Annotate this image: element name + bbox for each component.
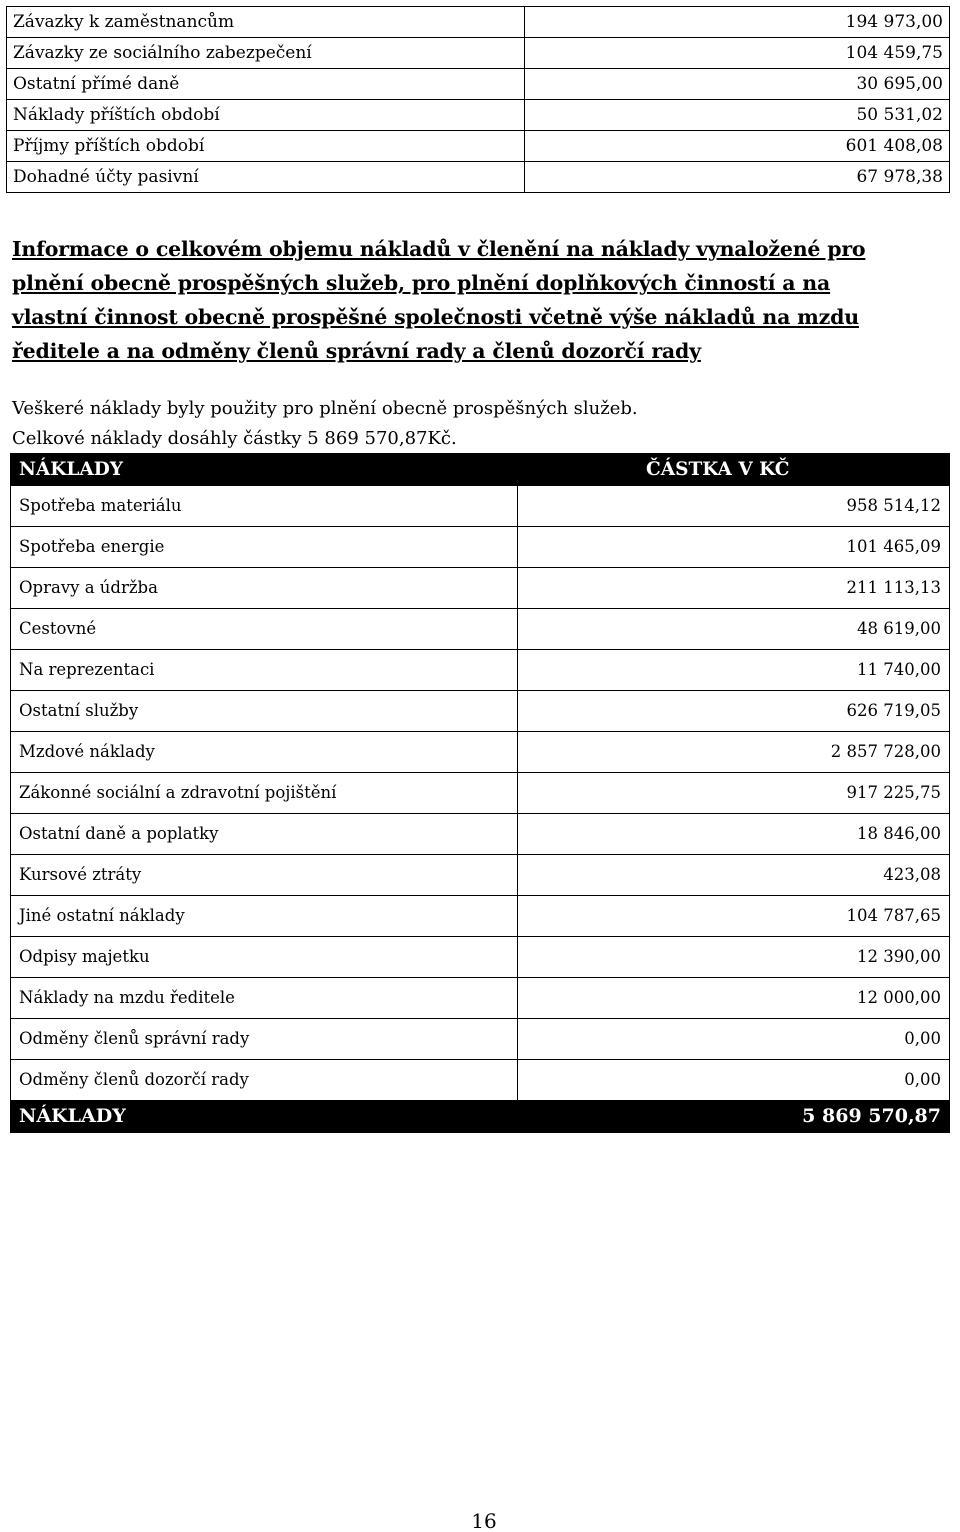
cost-value: 48 619,00	[518, 609, 950, 650]
cost-label: Jiné ostatní náklady	[11, 896, 518, 937]
cost-label: Na reprezentaci	[11, 650, 518, 691]
cost-value: 18 846,00	[518, 814, 950, 855]
table-row	[11, 527, 950, 568]
liability-value: 50 531,02	[525, 100, 950, 131]
table-row	[11, 896, 950, 937]
cost-value: 0,00	[518, 1060, 950, 1101]
table-row	[11, 732, 950, 773]
cost-label: Náklady na mzdu ředitele	[11, 978, 518, 1019]
costs-total-row	[11, 1101, 950, 1133]
cost-label: Spotřeba energie	[11, 527, 518, 568]
summary-paragraph	[12, 394, 638, 454]
table-row	[7, 131, 950, 162]
liability-label: Ostatní přímé daně	[7, 69, 525, 100]
cost-value: 917 225,75	[518, 773, 950, 814]
cost-label: Ostatní služby	[11, 691, 518, 732]
cost-label: Odpisy majetku	[11, 937, 518, 978]
cost-value: 12 390,00	[518, 937, 950, 978]
liability-label: Náklady příštích období	[7, 100, 525, 131]
liability-value: 30 695,00	[525, 69, 950, 100]
table-row	[11, 855, 950, 896]
liability-label: Dohadné účty pasivní	[7, 162, 525, 193]
cost-label: Ostatní daně a poplatky	[11, 814, 518, 855]
table-row	[7, 7, 950, 38]
cost-label: Cestovné	[11, 609, 518, 650]
page-number: 16	[471, 1509, 497, 1532]
table-row	[11, 937, 950, 978]
table-row	[7, 38, 950, 69]
heading-line: plnění obecně prospěšných služeb, pro plnění doplňkových činností a na	[12, 271, 831, 295]
liability-label: Závazky ze sociálního zabezpečení	[7, 38, 525, 69]
liability-value: 601 408,08	[525, 131, 950, 162]
cost-value: 423,08	[518, 855, 950, 896]
table-row	[7, 69, 950, 100]
table-row	[11, 486, 950, 527]
cost-label: Odměny členů správní rady	[11, 1019, 518, 1060]
costs-total-label: NÁKLADY	[11, 1101, 518, 1133]
table-row	[11, 814, 950, 855]
table-row	[11, 1060, 950, 1101]
cost-label: Kursové ztráty	[11, 855, 518, 896]
cost-value: 0,00	[518, 1019, 950, 1060]
summary-line: Celkové náklady dosáhly částky 5 869 570,87Kč.	[12, 428, 457, 449]
cost-value: 11 740,00	[518, 650, 950, 691]
cost-value: 211 113,13	[518, 568, 950, 609]
liability-label: Příjmy příštích období	[7, 131, 525, 162]
liability-value: 104 459,75	[525, 38, 950, 69]
heading-line: Informace o celkovém objemu nákladů v členění na náklady vynaložené pro	[12, 237, 866, 261]
table-row	[11, 568, 950, 609]
heading-line: ředitele a na odměny členů správní rady a členů dozorčí rady	[12, 339, 701, 363]
table-row	[7, 100, 950, 131]
table-row	[11, 1019, 950, 1060]
cost-value: 626 719,05	[518, 691, 950, 732]
cost-value: 101 465,09	[518, 527, 950, 568]
liabilities-table	[6, 6, 950, 193]
liability-value: 194 973,00	[525, 7, 950, 38]
cost-value: 2 857 728,00	[518, 732, 950, 773]
costs-table	[10, 453, 950, 1133]
liability-label: Závazky k zaměstnancům	[7, 7, 525, 38]
cost-label: Odměny členů dozorčí rady	[11, 1060, 518, 1101]
table-row	[11, 978, 950, 1019]
cost-label: Spotřeba materiálu	[11, 486, 518, 527]
table-row	[11, 691, 950, 732]
heading-line: vlastní činnost obecně prospěšné společnosti včetně výše nákladů na mzdu	[12, 305, 859, 329]
table-row	[11, 609, 950, 650]
cost-value: 958 514,12	[518, 486, 950, 527]
table-row	[7, 162, 950, 193]
summary-line: Veškeré náklady byly použity pro plnění obecně prospěšných služeb.	[12, 398, 638, 419]
cost-value: 104 787,65	[518, 896, 950, 937]
table-row	[11, 773, 950, 814]
costs-header-amount: ČÁSTKA V KČ	[518, 454, 950, 486]
cost-value: 12 000,00	[518, 978, 950, 1019]
cost-label: Zákonné sociální a zdravotní pojištění	[11, 773, 518, 814]
costs-total-value: 5 869 570,87	[518, 1101, 950, 1133]
table-row	[11, 650, 950, 691]
section-heading	[12, 232, 956, 368]
costs-header-row	[11, 454, 950, 486]
cost-label: Opravy a údržba	[11, 568, 518, 609]
costs-header-label: NÁKLADY	[11, 454, 518, 486]
cost-label: Mzdové náklady	[11, 732, 518, 773]
liability-value: 67 978,38	[525, 162, 950, 193]
